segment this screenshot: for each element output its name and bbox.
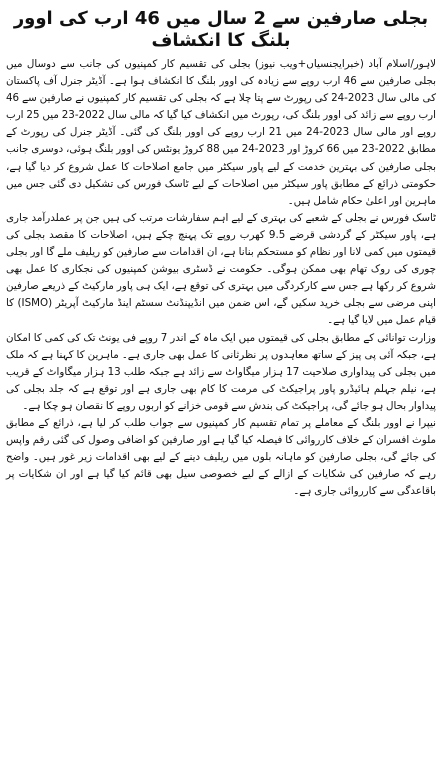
article-headline: بجلی صارفین سے 2 سال میں 46 ارب کی اوور بلنگ کا انکشاف (13, 8, 429, 51)
article-paragraph: وزارت توانائی کے مطابق بجلی کی قیمتوں میں ایک ماہ کے اندر 7 روپے فی یونٹ تک کی کمی کا امکان ہے، جبکہ آئی پی پیز کے ساتھ معاہدوں پر نظرثانی کا عمل بھی جاری ہے۔ ماہرین کا کہنا ہے کہ ملک میں بجلی کی پیداواری صلاحیت 17 ہزار میگاواٹ سے زائد ہے جبکہ طلب 13 ہزار میگاواٹ کے قریب ہے، نیلم جہلم ہائیڈرو پاور پراجیکٹ کی مرمت کا کام بھی جاری ہے اور توقع ہے کہ جلد بجلی کی پیداوار بحال ہو جائے گی، پراجیکٹ کی بندش سے قومی خزانے کو اربوں روپے کا نقصان ہو چکا ہے۔ (6, 331, 437, 412)
article-paragraph: نیپرا نے اوور بلنگ کے معاملے پر تمام تقسیم کار کمپنیوں سے جواب طلب کر لیا ہے، ذرائع کے مطابق ملوث افسران کے خلاف کارروائی کا فیصلہ کیا گیا ہے اور صارفین کو اضافی وصول کی گئی رقم واپس کی جائے گی، بجلی صارفین کو ماہانہ بلوں میں ریلیف دینے کے لیے بھی اقدامات زیر غور ہیں۔ واضح رہے کہ صارفین کی شکایات کے ازالے کے لیے خصوصی سیل بھی قائم کیا گیا ہے اور ان شکایات پر باقاعدگی سے کارروائی جاری ہے۔ (6, 416, 436, 498)
article-paragraph: لاہور/اسلام آباد (خبرایجنسیاں+ویب نیوز) بجلی کی تقسیم کار کمپنیوں کی جانب سے دوسال میں بجلی صارفین سے 46 ارب روپے سے زیادہ کی اوور بلنگ کا انکشاف ہوا ہے۔ آڈیٹر جنرل آف پاکستان کی مالی سال 2023-24 کی رپورٹ سے پتا چلا ہے کہ بجلی کی تقسیم کار کمپنیوں نے صارفین سے 46 ارب روپے سے زائد کی اوور بلنگ کی، رپورٹ میں انکشاف کیا گیا کہ مالی سال 2022-23 میں 25 ارب روپے اور مالی سال 2023-24 میں 21 ارب روپے کی اوور بلنگ کی گئی۔ آڈیٹر جنرل کی رپورٹ کے مطابق 2022-23 میں 66 کروڑ اور 2023-24 میں 88 کروڑ یونٹس کی اوور بلنگ ہوئی، دوسری جانب بجلی صارفین کی بہترین خدمت کے لیے پاور سیکٹر میں جامع اصلاحات کا عمل شروع کر دیا گیا ہے، حکومتی ذرائع کے مطابق پاور سیکٹر میں اصلاحات کے لیے ٹاسک فورس کی تشکیل دی گئی جس میں ماہرین اور اعلیٰ حکام شامل ہیں۔ (6, 58, 436, 207)
article-body (6, 56, 436, 500)
article-paragraph: ٹاسک فورس نے بجلی کے شعبے کی بہتری کے لیے اہم سفارشات مرتب کی ہیں جن پر عملدرآمد جاری ہے، پاور سیکٹر کے گردشی قرضے 9.5 کھرب روپے تک پہنچ چکے ہیں، اصلاحات کا مقصد بجلی کی قیمتوں میں کمی لانا اور نظام کو مستحکم بنانا ہے، ان اقدامات سے صارفین کو ریلیف ملے گا اور بجلی چوری کی روک تھام بھی ممکن ہوگی۔ حکومت نے ڈسٹری بیوشن کمپنیوں کی نجکاری کا عمل بھی شروع کر رکھا ہے جس سے کارکردگی میں بہتری کی توقع ہے، ایک ہی پاور مارکیٹ کے ذریعے صارفین اپنی مرضی سے بجلی خرید سکیں گے، اس ضمن میں انڈیپنڈنٹ سسٹم اینڈ مارکیٹ آپریٹر (ISMO) کا قیام عمل میں لایا گیا ہے۔ (6, 211, 436, 327)
